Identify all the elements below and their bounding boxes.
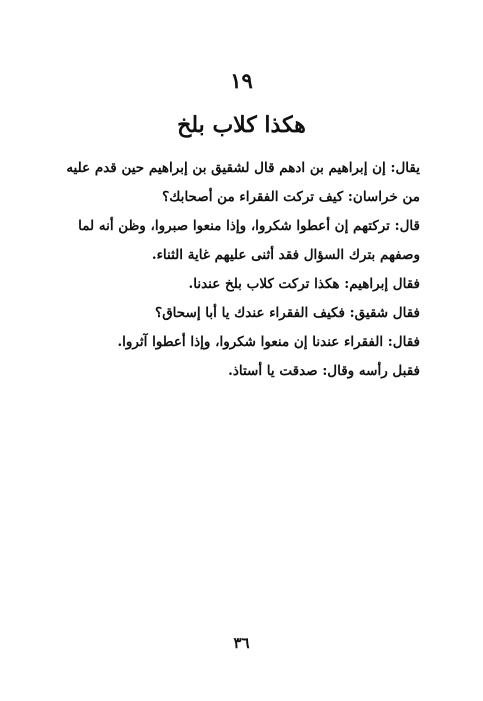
paragraph-3: فقال إبراهيم: هكذا تركت كلاب بلخ عندنا. — [188, 276, 420, 292]
chapter-title: هكذا كلاب بلخ — [177, 112, 306, 138]
chapter-number: ١٩ — [230, 68, 253, 93]
page-number: ٣٦ — [233, 634, 250, 652]
story-text — [64, 154, 420, 386]
paragraph-6: فقبل رأسه وقال: صدقت يا أستاذ. — [228, 363, 420, 379]
paragraph-2: قال: تركتهم إن أعطوا شكروا، وإذا منعوا صبروا، وظن أنه لما وصفهم بترك السؤال فقد أثنى عليهم غاية الثناء. — [78, 218, 420, 263]
paragraph-1: يقال: إن إبراهيم بن ادهم قال لشقيق بن إبراهيم حين قدم عليه من خراسان: كيف تركت الفقراء من أصحابك؟ — [66, 160, 420, 205]
paragraph-5: فقال: الفقراء عندنا إن منعوا شكروا، وإذا أعطوا آثروا. — [117, 334, 420, 350]
paragraph-4: فقال شقيق: فكيف الفقراء عندك يا أبا إسحاق؟ — [155, 305, 420, 321]
